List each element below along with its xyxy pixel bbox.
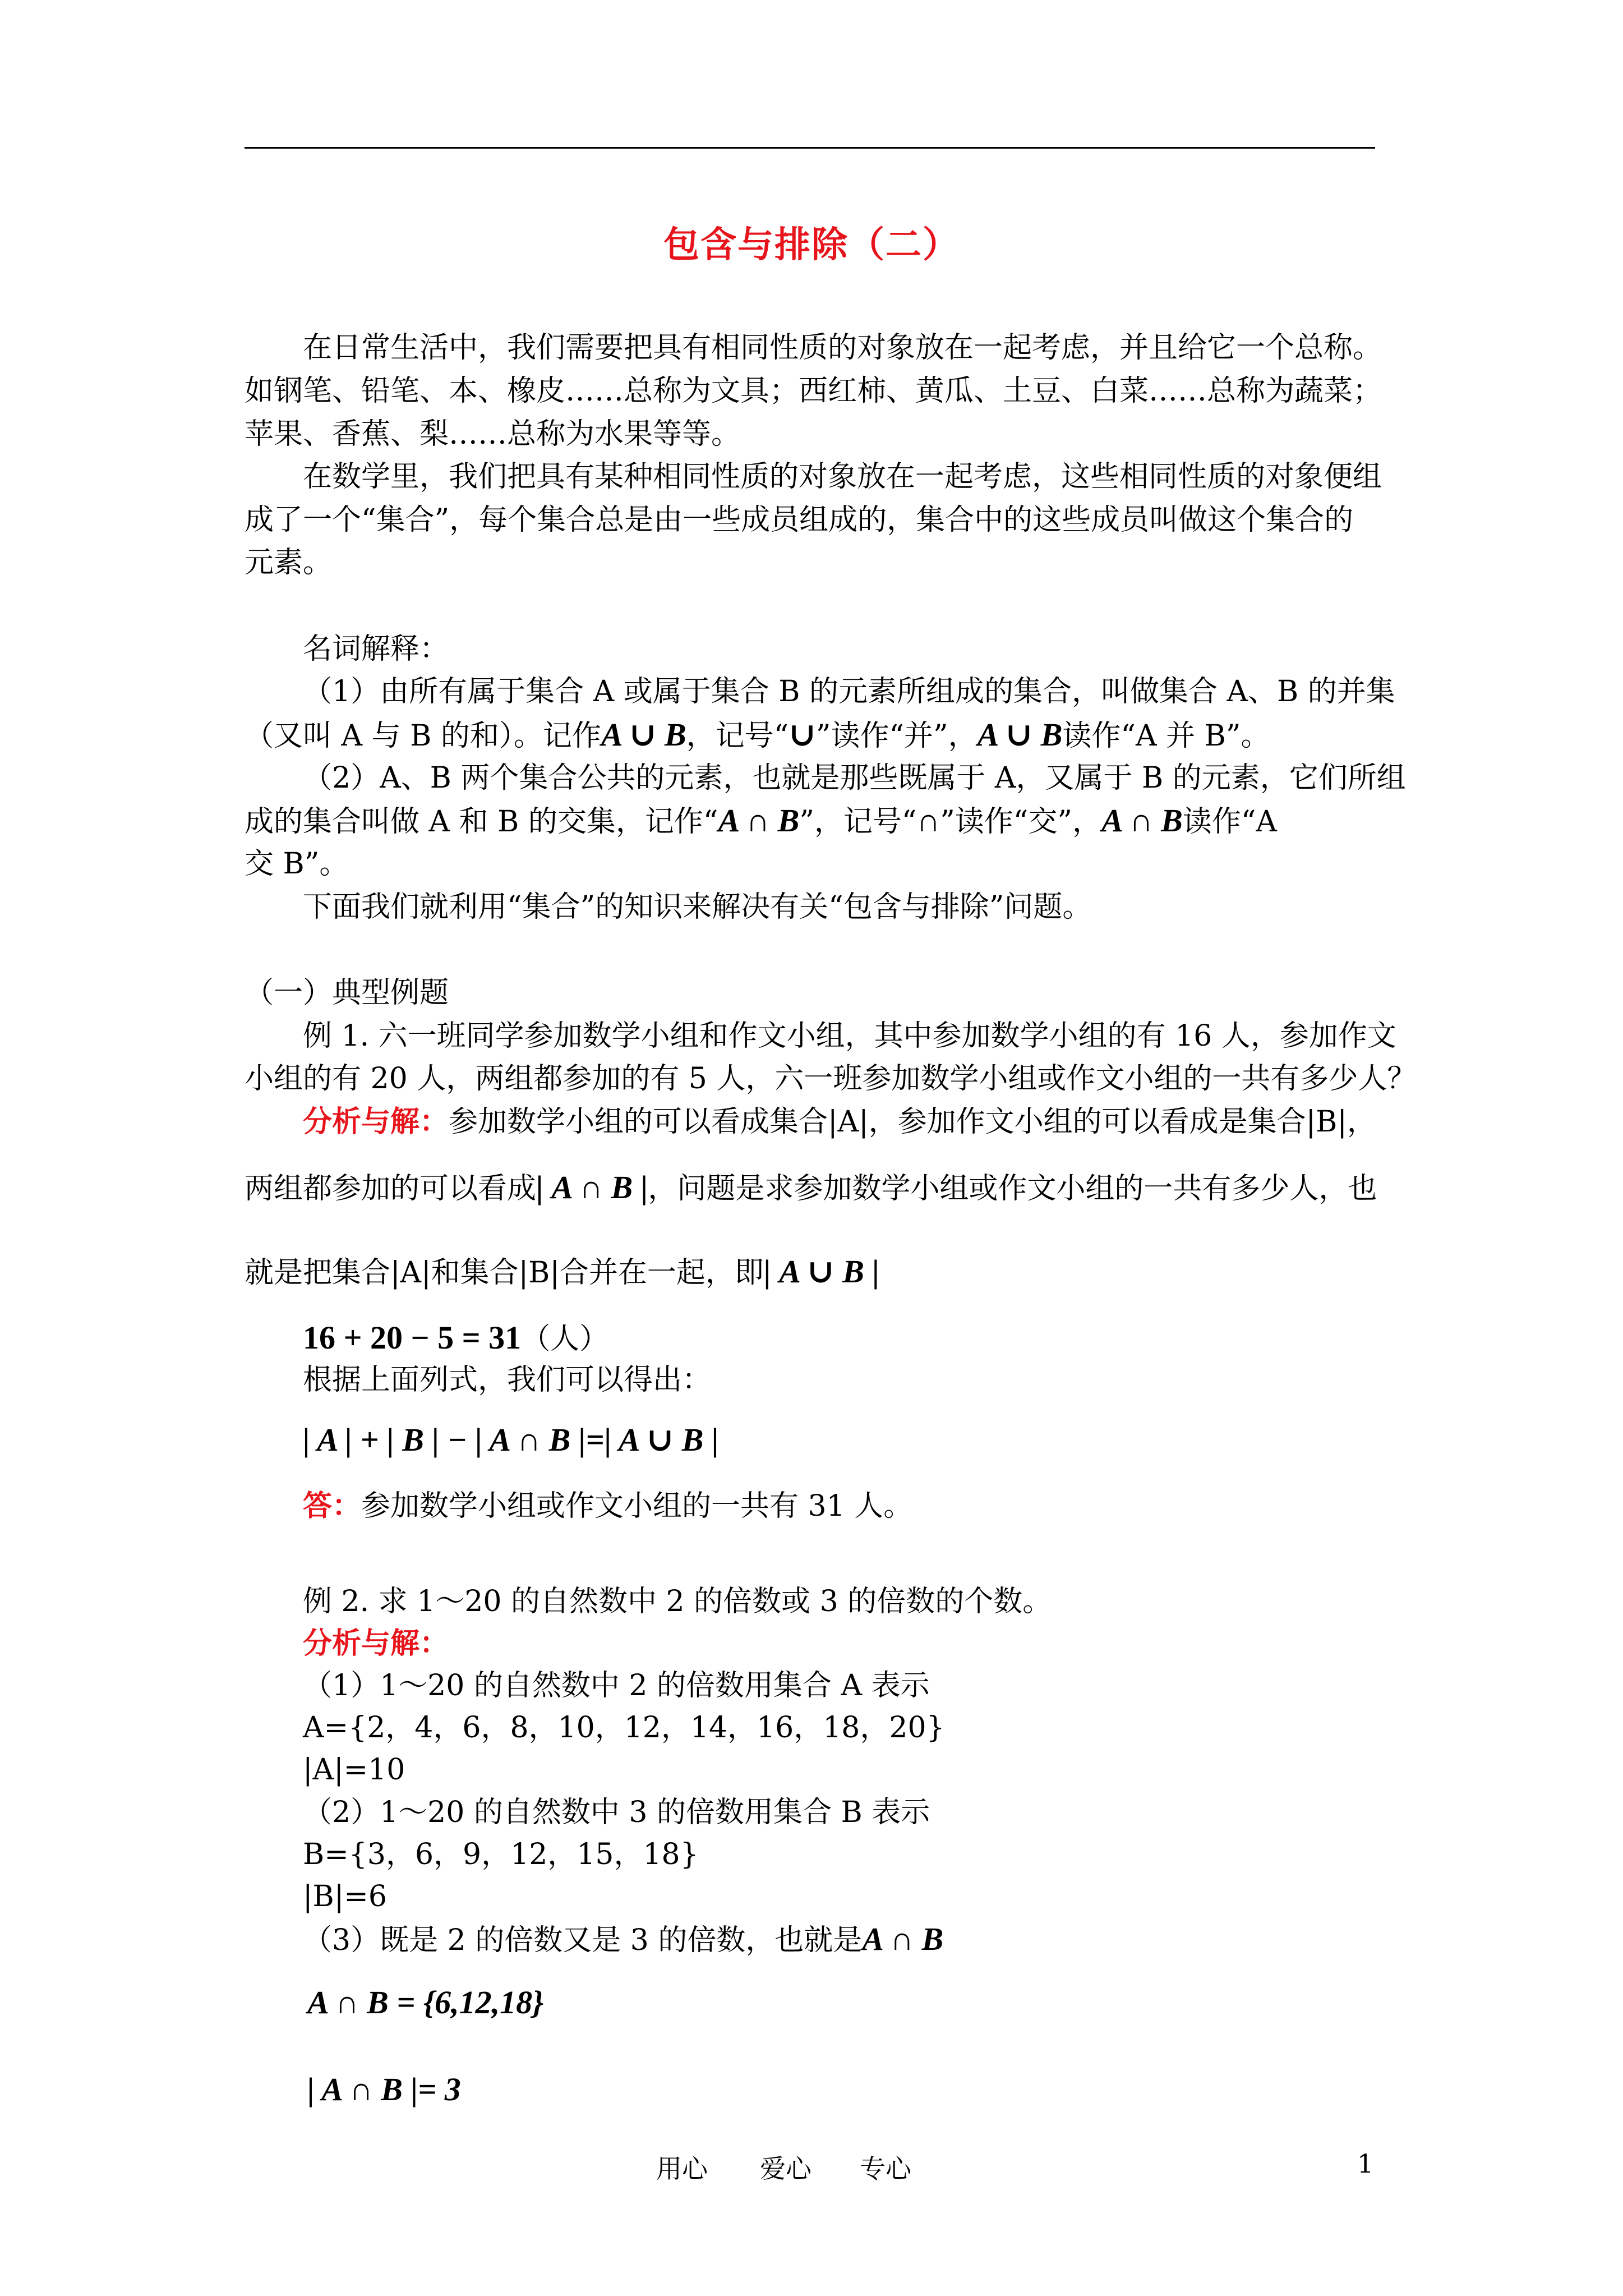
section-heading: （一）典型例题 <box>245 976 449 1010</box>
terms-lead: 下面我们就利用“集合”的知识来解决有关“包含与排除”问题。 <box>303 890 1092 924</box>
ex1-line2: 小组的有 20 人，两组都参加的有 5 人，六一班参加数学小组或作文小组的一共有多少人？ <box>245 1062 1417 1096</box>
term2-line3: 交 B”。 <box>245 847 349 881</box>
abs-intersect-expr: | A ∩ B | <box>536 1169 648 1205</box>
ex2-analysis-label: 分析与解： <box>303 1626 449 1660</box>
intersect-expr: A ∩ B <box>718 802 800 839</box>
term1-line2 <box>245 715 1270 756</box>
term1-text-d: 读作“A 并 B”。 <box>1062 719 1270 753</box>
intro-p2-line3: 元素。 <box>245 546 333 579</box>
calc-expr: 16 + 20 − 5 = 31 <box>303 1319 522 1356</box>
intro-p2-line2: 成了一个“集合”，每个集合总是由一些成员组成的，集合中的这些成员叫做这个集合的 <box>245 503 1354 537</box>
ex2-step3 <box>303 1920 943 1960</box>
ex2-step3-text: （3）既是 2 的倍数又是 3 的倍数，也就是 <box>303 1924 863 1957</box>
ex1-line5-a: 就是把集合|A|和集合|B|合并在一起，即 <box>245 1256 764 1290</box>
ex1-analysis-text: 参加数学小组的可以看成集合|A|，参加作文小组的可以看成是集合|B|， <box>449 1105 1376 1139</box>
inclusion-exclusion-formula: | A | + | B | − | A ∩ B |=| A ∪ B | <box>303 1421 719 1458</box>
ex2-setB: B={3，6，9，12，15，18} <box>303 1838 699 1871</box>
ex2-cardB: |B|=6 <box>303 1880 387 1913</box>
ex2-step3-expr: A ∩ B <box>862 1921 944 1957</box>
terms-heading: 名词解释： <box>303 632 449 666</box>
ex1-line4 <box>245 1168 1377 1208</box>
ex1-line4-b: ，问题是求参加数学小组或作文小组的一共有多少人，也 <box>648 1172 1377 1205</box>
ex2-intersect-card <box>307 2070 461 2110</box>
term2-line2 <box>245 801 1277 841</box>
ex2-intersect-set <box>307 1983 543 2023</box>
ex2-line1: 例 2. 求 1～20 的自然数中 2 的倍数或 3 的倍数的个数。 <box>303 1585 1052 1618</box>
ex1-answer-text: 参加数学小组或作文小组的一共有 31 人。 <box>361 1489 913 1523</box>
ex2-cardA: |A|=10 <box>303 1753 405 1787</box>
ex1-formula <box>303 1420 719 1461</box>
intersect-set-expr: A ∩ B = {6,12,18} <box>307 1984 544 2021</box>
ex1-calc <box>303 1318 608 1359</box>
intro-p1-line3: 苹果、香蕉、梨……总称为水果等等。 <box>245 417 741 451</box>
term2-text-d: 读作“A <box>1182 805 1277 839</box>
term1-line1: （1）由所有属于集合 A 或属于集合 B 的元素所组成的集合，叫做集合 A、B 的并集 <box>303 675 1395 708</box>
ex1-analysis-label: 分析与解： <box>303 1105 449 1139</box>
ex2-step2: （2）1～20 的自然数中 3 的倍数用集合 B 表示 <box>303 1796 930 1829</box>
term2-text-b: ”，记号“ <box>799 805 917 839</box>
term1-text-a: （又叫 A 与 B 的和）。记作 <box>245 719 601 753</box>
cap-symbol: ∩ <box>916 802 940 839</box>
intro-p1-line1: 在日常生活中，我们需要把具有相同性质的对象放在一起考虑，并且给它一个总称。 <box>303 331 1382 365</box>
page-title: 包含与排除（二） <box>663 224 960 266</box>
abs-union-expr: | A ∪ B | <box>763 1253 880 1290</box>
term1-text-c: ”读作“并”， <box>815 719 978 753</box>
ex1-answer <box>303 1487 912 1526</box>
term2-text-a: 成的集合叫做 A 和 B 的交集，记作“ <box>245 805 718 839</box>
intro-p2-line1: 在数学里，我们把具有某种相同性质的对象放在一起考虑，这些相同性质的对象便组 <box>303 460 1382 494</box>
ex1-line3 <box>303 1102 1376 1142</box>
union-expr-2: A ∪ B <box>977 716 1063 753</box>
footer-motto-3: 专心 <box>860 2154 911 2184</box>
ex2-setA: A={2，4，6，8，10，12，14，16，18，20} <box>303 1711 945 1745</box>
term2-line1: （2）A、B 两个集合公共的元素，也就是那些既属于 A，又属于 B 的元素，它们所组 <box>303 761 1406 795</box>
ex1-line1: 例 1. 六一班同学参加数学小组和作文小组，其中参加数学小组的有 16 人，参加作文 <box>303 1019 1396 1053</box>
header-rule <box>245 147 1375 149</box>
footer-motto-2: 爱心 <box>760 2154 811 2184</box>
ex1-line4-a: 两组都参加的可以看成 <box>245 1172 537 1205</box>
page-number: 1 <box>1357 2148 1374 2179</box>
footer-motto-1: 用心 <box>656 2154 708 2184</box>
calc-unit: （人） <box>521 1322 609 1356</box>
intersect-card-expr: | A ∩ B |= 3 <box>307 2071 461 2108</box>
intro-p1-line2: 如钢笔、铅笔、本、橡皮……总称为文具；西红柿、黄瓜、土豆、白菜……总称为蔬菜； <box>245 374 1382 408</box>
ex1-line5 <box>245 1252 879 1292</box>
union-symbol-expr: A ∪ B <box>601 716 686 753</box>
term2-text-c: ”读作“交”， <box>940 805 1101 839</box>
cup-symbol: ∪ <box>789 716 816 753</box>
intersect-expr-2: A ∩ B <box>1101 802 1183 839</box>
term1-text-b: ，记号“ <box>686 719 789 753</box>
ex1-derive: 根据上面列式，我们可以得出： <box>303 1363 712 1397</box>
ex2-step1: （1）1～20 的自然数中 2 的倍数用集合 A 表示 <box>303 1669 930 1703</box>
ex1-answer-label: 答： <box>303 1489 362 1523</box>
